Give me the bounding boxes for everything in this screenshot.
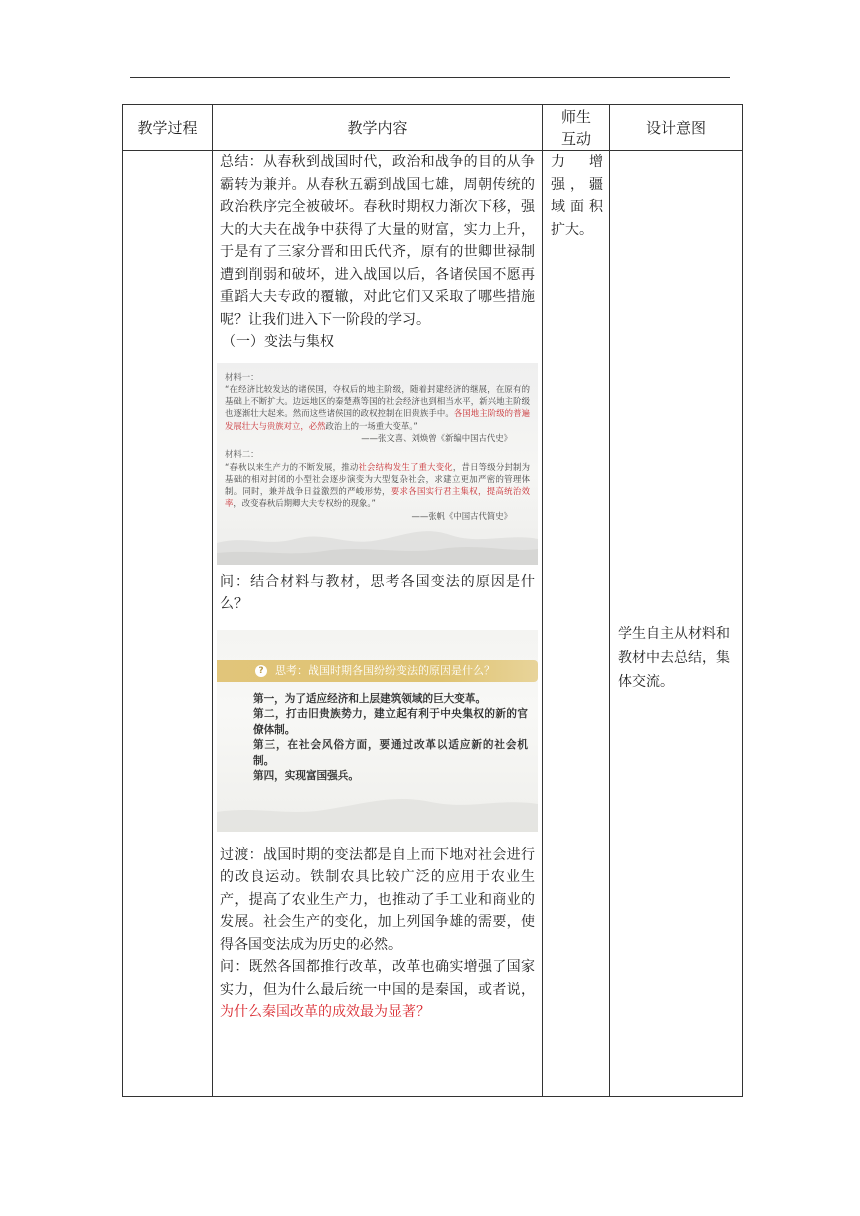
- material2-red-text-1: 社会结构发生了重大变化: [358, 461, 453, 472]
- material2-label: 材料二：: [225, 449, 259, 460]
- table-header-row: [123, 105, 743, 151]
- material2-red-text-2: 要求各国实行君主集权，提高统治效率: [225, 486, 531, 509]
- header-teaching-content: 教学内容: [213, 105, 543, 151]
- header-rule: [130, 77, 730, 78]
- interaction-cell: [543, 151, 610, 1097]
- question-2: 问：既然各国都推行改革，改革也确实增强了国家实力，但为什么最后统一中国的是秦国，或者说，为什么秦国改革的成效最为显著？: [220, 959, 535, 1020]
- question-2-highlight: 为什么秦国改革的成效最为显著？: [220, 1004, 430, 1020]
- think-box-image: [217, 630, 538, 832]
- interaction-line: 扩大。: [551, 221, 593, 238]
- question-mark-icon: ?: [255, 665, 267, 677]
- intent-cell: [610, 151, 743, 1097]
- header-interaction-line1: 师生: [560, 107, 591, 126]
- header-interaction-line2: 互动: [560, 129, 591, 148]
- transition-paragraph: 过渡：战国时期的变法都是自上而下地对社会进行的改良运动。铁制农具比较广泛的应用于农业生产，提高了农业生产力，也推动了手工业和商业的发展。社会生产的变化，加上列国争雄的需要，使得各国变法成为历史的必然。: [220, 846, 535, 953]
- section-title: （一）变法与集权: [222, 334, 334, 350]
- header-teaching-process: 教学过程: [123, 105, 213, 151]
- mountain-decoration: [217, 772, 538, 832]
- material1-text: “在经济比较发达的诸侯国，夺权后的地主阶级，随着封建经济的继展，在原有的基础上不断扩大。边远地区的秦楚燕等国的社会经济也到相当水平，新兴地主阶级也逐渐壮大起来。然而这些诸侯国的政权控制在旧贵族手中。各国地主阶级的普遍发展壮大与贵族对立，必然政治上的一场重大变革。”: [225, 383, 531, 431]
- list-item: 第三，在社会风俗方面，要通过改革以适应新的社会机制。: [253, 739, 528, 767]
- list-item: 第一，为了适应经济和上层建筑领域的巨大变革。: [253, 692, 487, 705]
- process-cell: [123, 151, 213, 1097]
- interaction-line: 域面积: [551, 199, 603, 215]
- material2-text: “春秋以来生产力的不断发展，推动社会结构发生了重大变化，昔日等级分封制为基础的相对封闭的小型社会逐步演变为大型复杂社会，求建立更加严密的管理体制。同时，兼并战争日益激烈的严峻形势，要求各国实行君主集权，提高统治效率，改变春秋后期卿大夫专权纷的现象。”: [225, 461, 531, 509]
- header-interaction: [543, 105, 610, 151]
- header-design-intent: 设计意图: [610, 105, 743, 151]
- table-body-row: [123, 151, 743, 1097]
- material-image: [217, 363, 538, 565]
- interaction-line: 力 增: [551, 154, 603, 170]
- content-cell: [213, 151, 543, 1097]
- material2-source: ——张帆《中国古代简史》: [411, 510, 512, 521]
- material1-label: 材料一：: [225, 371, 259, 382]
- question-1: 问：结合材料与教材，思考各国变法的原因是什么？: [220, 573, 535, 612]
- material1-source: ——张文喜、刘焕曾《新编中国古代史》: [361, 432, 512, 443]
- interaction-line: 强，疆: [551, 176, 603, 193]
- summary-paragraph: 总结：从春秋到战国时代，政治和战争的目的从争霸转为兼并。从春秋五霸到战国七雄，周朝传统的政治秩序完全被破坏。春秋时期权力渐次下移，强大的大夫在战争中获得了大量的财富，实力上升，于是有了三家分晋和田氏代齐，原有的世卿世禄制遭到削弱和破坏，进入战国以后，各诸侯国不愿再重蹈大夫专政的覆辙，对此它们又采取了哪些措施呢？让我们进入下一阶段的学习。: [220, 154, 535, 328]
- mountain-decoration: [217, 505, 538, 565]
- list-item: 第二，打击旧贵族势力，建立起有利于中央集权的新的官僚体制。: [253, 708, 528, 736]
- lesson-plan-table: [122, 104, 743, 1097]
- think-title-bar: 思考：战国时期各国纷纷变法的原因是什么？: [217, 660, 538, 682]
- list-item: 第四，实现富国强兵。: [253, 770, 359, 782]
- design-intent-text: 学生自主从材料和教材中去总结，集体交流。: [618, 626, 730, 690]
- material1-red-text: 各国地主阶级的普遍发展壮大与贵族对立，必然: [225, 408, 531, 431]
